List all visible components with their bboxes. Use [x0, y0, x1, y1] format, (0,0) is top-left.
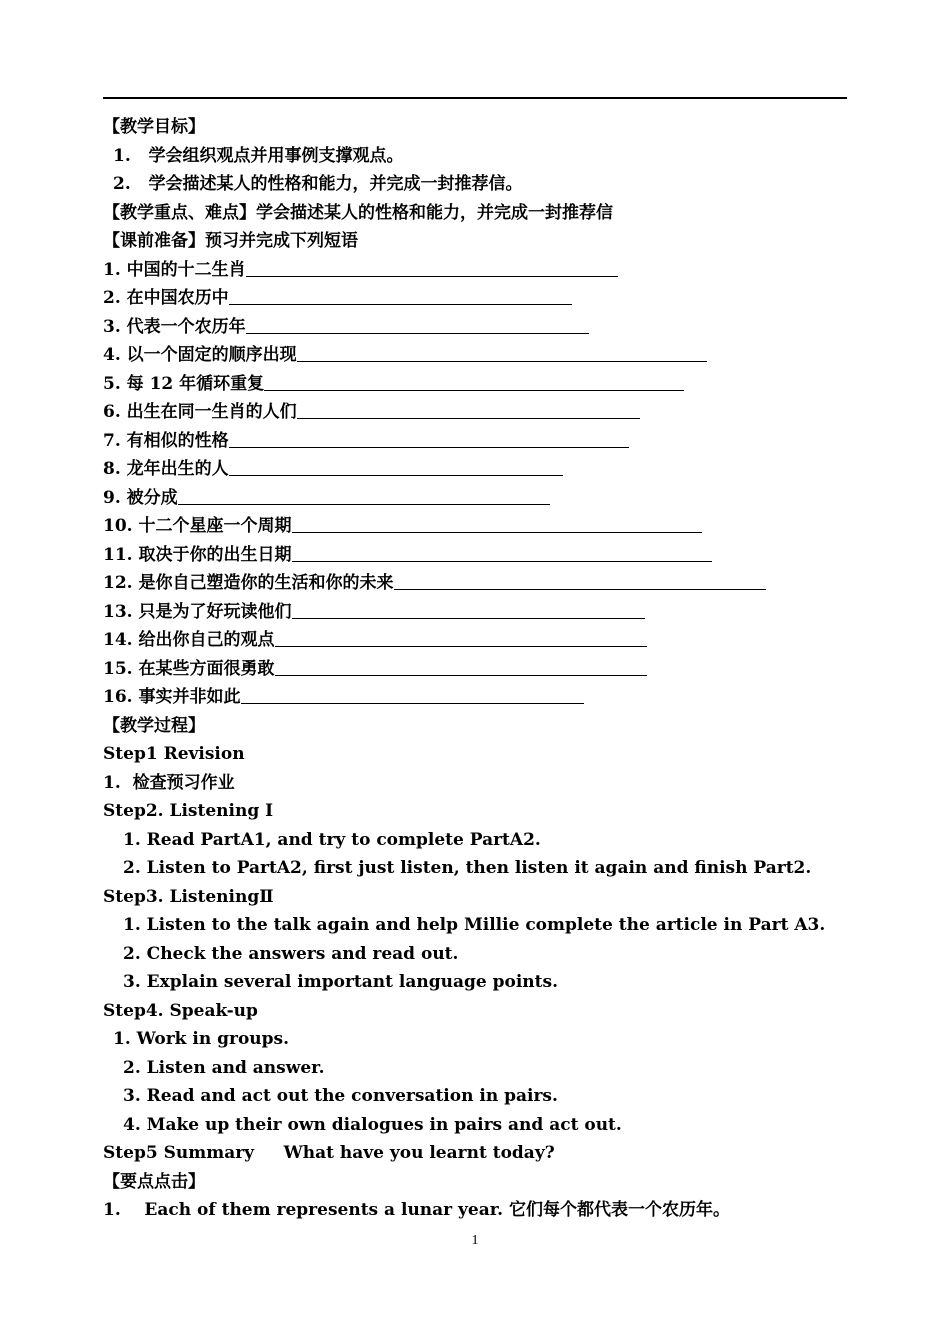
answer-blank[interactable]: [275, 657, 647, 676]
answer-blank[interactable]: [292, 514, 702, 533]
step-2-item-2: 2. Listen to PartA2, first just listen, then listen it again and finish Part2.: [123, 858, 812, 878]
phrase-item: [103, 569, 863, 598]
answer-blank[interactable]: [264, 372, 684, 391]
step-2-item-1: 1. Read PartA1, and try to complete PartA2.: [123, 829, 541, 850]
process-heading: 【教学过程】: [103, 715, 205, 736]
phrase-label: 13. 只是为了好玩读他们: [103, 601, 292, 622]
phrase-label: 7. 有相似的性格: [103, 430, 229, 451]
objective-2: 2. 学会描述某人的性格和能力，并完成一封推荐信。: [113, 174, 523, 194]
phrase-item: [103, 598, 863, 627]
answer-blank[interactable]: [394, 571, 766, 590]
phrase-label: 12. 是你自己塑造你的生活和你的未来: [103, 573, 394, 593]
phrase-label: 4. 以一个固定的顺序出现: [103, 345, 297, 365]
phrase-label: 11. 取决于你的出生日期: [103, 544, 292, 565]
phrase-item: [103, 541, 863, 570]
phrase-item: [103, 284, 863, 313]
phrase-label: 14. 给出你自己的观点: [103, 630, 275, 650]
phrase-item: [103, 256, 863, 285]
phrase-label: 15. 在某些方面很勇敢: [103, 658, 275, 679]
phrase-item: [103, 398, 863, 427]
answer-blank[interactable]: [297, 400, 640, 419]
answer-blank[interactable]: [292, 543, 712, 562]
key-notes-heading: 【要点点击】: [103, 1171, 205, 1192]
step-5: Step5 Summary What have you learnt today?: [103, 1143, 555, 1163]
phrase-label: 5. 每 12 年循环重复: [103, 373, 265, 394]
phrase-label: 6. 出生在同一生肖的人们: [103, 402, 297, 422]
answer-blank[interactable]: [229, 286, 572, 305]
step-3-item-3: 3. Explain several important language points.: [123, 972, 559, 992]
key-note-1: 1. Each of them represents a lunar year. 它们每个都代表一个农历年。: [103, 1200, 730, 1220]
phrase-label: 1. 中国的十二生肖: [103, 259, 246, 280]
preparation-heading: 【课前准备】预习并完成下列短语: [103, 231, 358, 251]
step-1: Step1 Revision: [103, 744, 245, 764]
step-4: Step4. Speak-up: [103, 1000, 258, 1021]
phrase-item: [103, 683, 863, 712]
answer-blank[interactable]: [246, 315, 589, 334]
phrase-label: 3. 代表一个农历年: [103, 316, 246, 337]
phrase-item: [103, 370, 863, 399]
phrase-label: 2. 在中国农历中: [103, 288, 229, 308]
step-2: Step2. Listening Ⅰ: [103, 801, 274, 821]
phrase-item: [103, 626, 863, 655]
phrase-label: 16. 事实并非如此: [103, 687, 241, 707]
answer-blank[interactable]: [297, 343, 707, 362]
phrase-label: 9. 被分成: [103, 487, 178, 508]
phrase-item: [103, 484, 863, 513]
answer-blank[interactable]: [241, 685, 584, 704]
objectives-heading: 【教学目标】: [103, 117, 205, 137]
header-rule: [103, 97, 847, 99]
objective-1: 1. 学会组织观点并用事例支撑观点。: [113, 145, 404, 166]
phrase-label: 8. 龙年出生的人: [103, 459, 229, 479]
phrase-item: [103, 512, 863, 541]
answer-blank[interactable]: [229, 429, 629, 448]
step-1-item: 1. 检查预习作业: [103, 772, 235, 793]
answer-blank[interactable]: [275, 628, 647, 647]
phrase-item: [103, 455, 863, 484]
phrase-item: [103, 427, 863, 456]
phrase-label: 10. 十二个星座一个周期: [103, 516, 292, 536]
answer-blank[interactable]: [178, 486, 550, 505]
step-4-item-1: 1. Work in groups.: [113, 1029, 290, 1049]
page-number: 1: [471, 1233, 479, 1248]
key-points: 【教学重点、难点】学会描述某人的性格和能力，并完成一封推荐信: [103, 202, 613, 223]
step-3-item-2: 2. Check the answers and read out.: [123, 943, 459, 964]
phrase-item: [103, 341, 863, 370]
step-4-item-3: 3. Read and act out the conversation in pairs.: [123, 1086, 558, 1106]
phrase-item: [103, 655, 863, 684]
step-4-item-4: 4. Make up their own dialogues in pairs and act out.: [123, 1114, 622, 1135]
phrase-item: [103, 313, 863, 342]
step-3: Step3. ListeningⅡ: [103, 886, 274, 907]
answer-blank[interactable]: [246, 258, 618, 277]
answer-blank[interactable]: [229, 457, 563, 476]
answer-blank[interactable]: [292, 600, 645, 619]
step-3-item-1: 1. Listen to the talk again and help Millie complete the article in Part A3.: [123, 915, 826, 935]
step-4-item-2: 2. Listen and answer.: [123, 1057, 325, 1078]
document-body: [103, 113, 863, 1225]
